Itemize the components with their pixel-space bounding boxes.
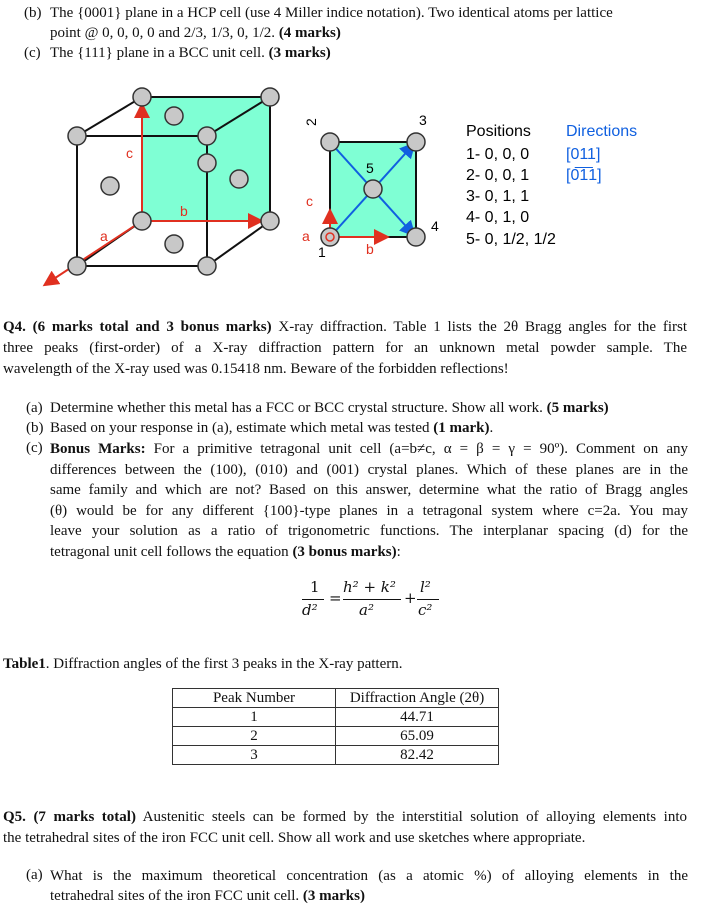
atom xyxy=(101,177,119,195)
atom xyxy=(198,257,216,275)
q4-c-line: leave your solution as a ratio of trigonometric functions. The interplanar spacing (d) for the xyxy=(50,523,688,539)
atom xyxy=(198,127,216,145)
eq-term1-num: h² + k² xyxy=(343,578,396,596)
table-cell: 82.42 xyxy=(336,746,499,765)
table-cell: 2 xyxy=(173,727,336,746)
bcc-cube-diagram xyxy=(46,88,279,284)
item-c-line xyxy=(50,44,331,63)
table-cell: 1 xyxy=(173,708,336,727)
item-c-marks: (3 marks) xyxy=(268,45,331,61)
directions-list xyxy=(566,123,637,184)
table-cell: 65.09 xyxy=(336,727,499,746)
item-c-text: The {111} plane in a BCC unit cell. xyxy=(50,45,265,61)
table-header-row xyxy=(173,689,499,708)
q4-c-line xyxy=(50,439,688,460)
table-cell: 3 xyxy=(173,746,336,765)
position-label-2: 2 xyxy=(303,118,319,126)
table1-caption-text: . Diffraction angles of the first 3 peaks in the X-ray pattern. xyxy=(45,656,403,672)
atom xyxy=(261,212,279,230)
item-b-line1: The {0001} plane in a HCP cell (use 4 Miller indice notation). Two identical atoms per lattice xyxy=(50,5,613,21)
axis-b-label: b xyxy=(180,203,188,219)
atom xyxy=(133,212,151,230)
table-header-cell: Peak Number xyxy=(173,689,336,708)
table-row xyxy=(173,727,499,746)
q4-c-line: (θ) would be for any different {100}-type planes in a tetragonal system where c=2a. You may xyxy=(50,502,688,519)
q4-b-marks: (1 mark) xyxy=(433,420,490,436)
cube-edge xyxy=(77,97,142,136)
atom xyxy=(261,88,279,106)
position-item: 2- 0, 0, 1 xyxy=(466,167,530,184)
crystal-figure xyxy=(0,76,705,296)
atom xyxy=(321,133,339,151)
q5-intro-text: Austenitic steels can be formed by the interstitial solution of alloying elements into xyxy=(142,809,687,825)
q4-intro-line xyxy=(3,317,687,338)
q4-c-marks: (3 bonus marks) xyxy=(292,543,397,560)
q4-c-bonus: Bonus Marks: xyxy=(50,441,146,457)
eq-fraction-bar xyxy=(343,599,401,600)
q5-a-block xyxy=(50,866,688,906)
position-item: 5- 0, 1/2, 1/2 xyxy=(466,231,556,248)
q5-intro xyxy=(3,807,687,849)
q4-b-text: Based on your response in (a), estimate which metal was tested xyxy=(50,420,430,436)
face-axis-c-label: c xyxy=(306,193,313,209)
q4-intro-line: three peaks (first-order) of a X-ray diffraction pattern for an unknown metal powder sample. The xyxy=(3,340,687,356)
face-diagram xyxy=(302,112,439,260)
direction-item: [0̅1̅1] xyxy=(566,167,602,184)
q4-a-text: Determine whether this metal has a FCC or BCC crystal structure. Show all work. xyxy=(50,400,543,416)
eq-fraction-bar xyxy=(302,599,324,600)
eq-lhs-den: d² xyxy=(302,601,318,619)
positions-list xyxy=(466,123,556,248)
q5-a-line xyxy=(50,886,688,906)
q5-intro-line xyxy=(3,807,687,828)
q4-c-text: For a primitive tetragonal unit cell (a=b≠c, α = β = γ = 90º). Comment on any xyxy=(153,441,688,457)
direction-item: [011] xyxy=(566,146,601,163)
item-b-text: point @ 0, 0, 0, 0 and 2/3, 1/3, 0, 1/2. xyxy=(50,25,276,41)
table1-caption-label: Table1 xyxy=(3,656,46,672)
atom xyxy=(68,127,86,145)
q4-b-line: Based on your response in (a), estimate which metal was tested (1 mark). xyxy=(50,420,494,436)
q5-title: Q5. (7 marks total) xyxy=(3,809,136,825)
q4-intro-line: wavelength of the X-ray used was 0.15418 nm. Beware of the forbidden reflections! xyxy=(3,361,509,377)
q4-b-label: (b) xyxy=(26,420,44,436)
q5-a-text: tetrahedral sites of the iron FCC unit cell. xyxy=(50,888,300,904)
position-item: 1- 0, 0, 0 xyxy=(466,146,530,163)
position-label-4: 4 xyxy=(431,218,439,234)
eq-equals: = xyxy=(329,589,342,607)
eq-term1-den: a² xyxy=(359,601,374,619)
q5-a-line: What is the maximum theoretical concentration (as a atomic %) of alloying elements in the xyxy=(50,868,688,884)
q4-c-line: differences between the (100), (010) and (001) crystal planes. Which of these planes are in the xyxy=(50,461,688,478)
eq-term2-num: l² xyxy=(420,578,431,596)
q5-a-marks: (3 marks) xyxy=(302,888,365,904)
face-axis-a-label: a xyxy=(302,228,310,244)
item-b-label: (b) xyxy=(24,5,42,21)
atom xyxy=(198,154,216,172)
position-label-5: 5 xyxy=(366,160,374,176)
item-b-line2 xyxy=(50,24,341,43)
axis-a-arrow xyxy=(46,221,142,284)
table-header-cell: Diffraction Angle (2θ) xyxy=(336,689,499,708)
q4-a-line xyxy=(50,399,609,418)
table-row xyxy=(173,708,499,727)
eq-term2-den: c² xyxy=(418,601,433,619)
item-b-marks: (4 marks) xyxy=(278,25,341,41)
q4-intro-text: X-ray diffraction. Table 1 lists the 2θ Bragg angles for the first xyxy=(278,319,688,335)
atom xyxy=(364,180,382,198)
position-item: 3- 0, 1, 1 xyxy=(466,188,530,205)
atom xyxy=(68,257,86,275)
directions-title: Directions xyxy=(566,123,638,140)
atom xyxy=(165,107,183,125)
position-item: 4- 0, 1, 0 xyxy=(466,209,530,226)
q4-intro xyxy=(3,317,687,380)
q4-c-line: same family and which are not? Based on this answer, determine what the ratio of Bragg angles xyxy=(50,482,688,498)
face-axis-b-label: b xyxy=(366,241,374,257)
item-c-label: (c) xyxy=(24,45,41,61)
table1-caption xyxy=(3,655,403,674)
atom xyxy=(165,235,183,253)
q5-intro-line: the tetrahedral sites of the iron FCC unit cell. Show all work and use sketches where appropriate. xyxy=(3,830,586,846)
atom xyxy=(230,170,248,188)
position-label-3: 3 xyxy=(419,112,427,128)
table-row xyxy=(173,746,499,765)
q4-c-line: tetragonal unit cell follows the equation (3 bonus marks): xyxy=(50,543,401,560)
spacing-equation xyxy=(298,578,448,628)
atom xyxy=(407,228,425,246)
axis-a-label: a xyxy=(100,228,108,244)
q4-a-label: (a) xyxy=(26,400,43,416)
q4-a-marks: (5 marks) xyxy=(546,400,609,416)
q4-title: Q4. (6 marks total and 3 bonus marks) xyxy=(3,319,272,335)
atom xyxy=(133,88,151,106)
axis-c-label: c xyxy=(126,145,133,161)
positions-title: Positions xyxy=(466,123,531,140)
atom xyxy=(407,133,425,151)
cube-edge xyxy=(207,221,270,266)
q4-c-label: (c) xyxy=(26,440,43,456)
eq-lhs-num: 1 xyxy=(310,578,320,596)
q4-c-last: tetragonal unit cell follows the equation xyxy=(50,543,289,560)
eq-plus: + xyxy=(404,589,417,607)
peaks-table xyxy=(172,688,499,765)
position-label-1: 1 xyxy=(318,244,326,260)
q4-c-block xyxy=(50,439,688,562)
q5-a-label: (a) xyxy=(26,867,43,883)
eq-fraction-bar xyxy=(417,599,439,600)
table-cell: 44.71 xyxy=(336,708,499,727)
